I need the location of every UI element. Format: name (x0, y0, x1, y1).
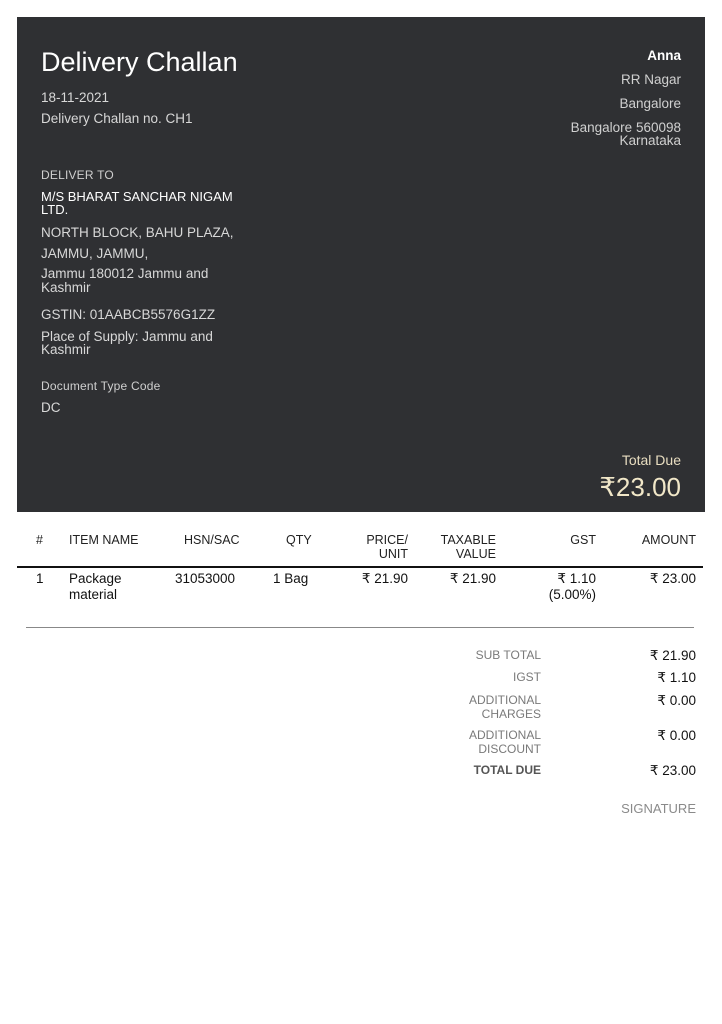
summary-total-due-value: ₹ 23.00 (649, 763, 696, 778)
sender-line: Karnataka (619, 133, 681, 149)
document-type-value: DC (41, 399, 61, 415)
row-gst (549, 571, 596, 603)
sub-total-value: ₹ 21.90 (649, 648, 696, 663)
summary-total-due-label: TOTAL DUE (473, 763, 541, 777)
additional-discount-label (391, 728, 541, 756)
col-header-taxable-line: VALUE (455, 547, 496, 561)
sender-line: RR Nagar (620, 72, 681, 88)
additional-discount-label-line: ADDITIONAL (468, 728, 541, 742)
document-type-label: Document Type Code (41, 378, 161, 393)
recipient-gstin: GSTIN: 01AABCB5576G1ZZ (41, 307, 216, 322)
col-header-number: # (36, 533, 43, 547)
row-item-name (69, 571, 122, 603)
col-header-amount: AMOUNT (641, 533, 696, 547)
deliver-to-block (41, 168, 251, 414)
recipient-address-line: Jammu 180012 Jammu and Kashmir (41, 266, 209, 295)
igst-label: IGST (512, 670, 541, 684)
sender-line: Bangalore 560098 (570, 119, 681, 135)
additional-discount-value: ₹ 0.00 (657, 728, 696, 743)
row-hsn: 31053000 (175, 571, 236, 586)
deliver-to-label: DELIVER TO (41, 168, 114, 182)
row-gst-rate: (5.00%) (548, 587, 596, 602)
sender-address (571, 48, 681, 148)
sub-total-label: SUB TOTAL (475, 648, 541, 662)
row-amount: ₹ 23.00 (649, 571, 696, 586)
igst-value: ₹ 1.10 (657, 670, 696, 685)
col-header-taxable (441, 533, 496, 561)
row-qty: 1 Bag (273, 571, 309, 586)
total-due-amount: ₹23.00 (599, 472, 681, 502)
header-divider (17, 566, 703, 568)
col-header-hsn: HSN/SAC (184, 533, 240, 547)
col-header-price (366, 533, 408, 561)
sender-line: Bangalore (619, 96, 681, 112)
challan-number: Delivery Challan no. CH1 (41, 111, 193, 126)
col-header-item: ITEM NAME (69, 533, 139, 547)
recipient-company: M/S BHARAT SANCHAR NIGAM LTD. (41, 189, 233, 217)
document-title: Delivery Challan (41, 47, 238, 77)
additional-charges-label-line: ADDITIONAL (468, 693, 541, 707)
row-taxable: ₹ 21.90 (449, 571, 496, 586)
row-item-name-line: Package (69, 571, 122, 586)
col-header-price-line: UNIT (378, 547, 408, 561)
col-header-price-line: PRICE/ (366, 533, 408, 547)
row-price: ₹ 21.90 (361, 571, 408, 586)
additional-charges-label (391, 693, 541, 721)
col-header-qty: QTY (286, 533, 312, 547)
place-of-supply: Place of Supply: Jammu and Kashmir (41, 328, 213, 357)
challan-header (17, 17, 705, 512)
recipient-address-line: JAMMU, JAMMU, (41, 245, 149, 261)
row-gst-amount: ₹ 1.10 (557, 571, 596, 586)
row-number: 1 (36, 571, 44, 586)
row-item-name-line: material (69, 587, 118, 602)
signature-label: SIGNATURE (621, 801, 696, 816)
recipient-address-line: NORTH BLOCK, BAHU PLAZA, (41, 225, 234, 240)
items-divider (26, 627, 694, 628)
document-date: 18-11-2021 (41, 90, 110, 105)
sender-name: Anna (647, 48, 681, 63)
additional-discount-label-line: DISCOUNT (478, 742, 541, 756)
col-header-gst: GST (570, 533, 596, 547)
additional-charges-value: ₹ 0.00 (657, 693, 696, 708)
total-due-label: Total Due (621, 452, 681, 468)
additional-charges-label-line: CHARGES (481, 707, 541, 721)
col-header-taxable-line: TAXABLE (440, 533, 496, 547)
